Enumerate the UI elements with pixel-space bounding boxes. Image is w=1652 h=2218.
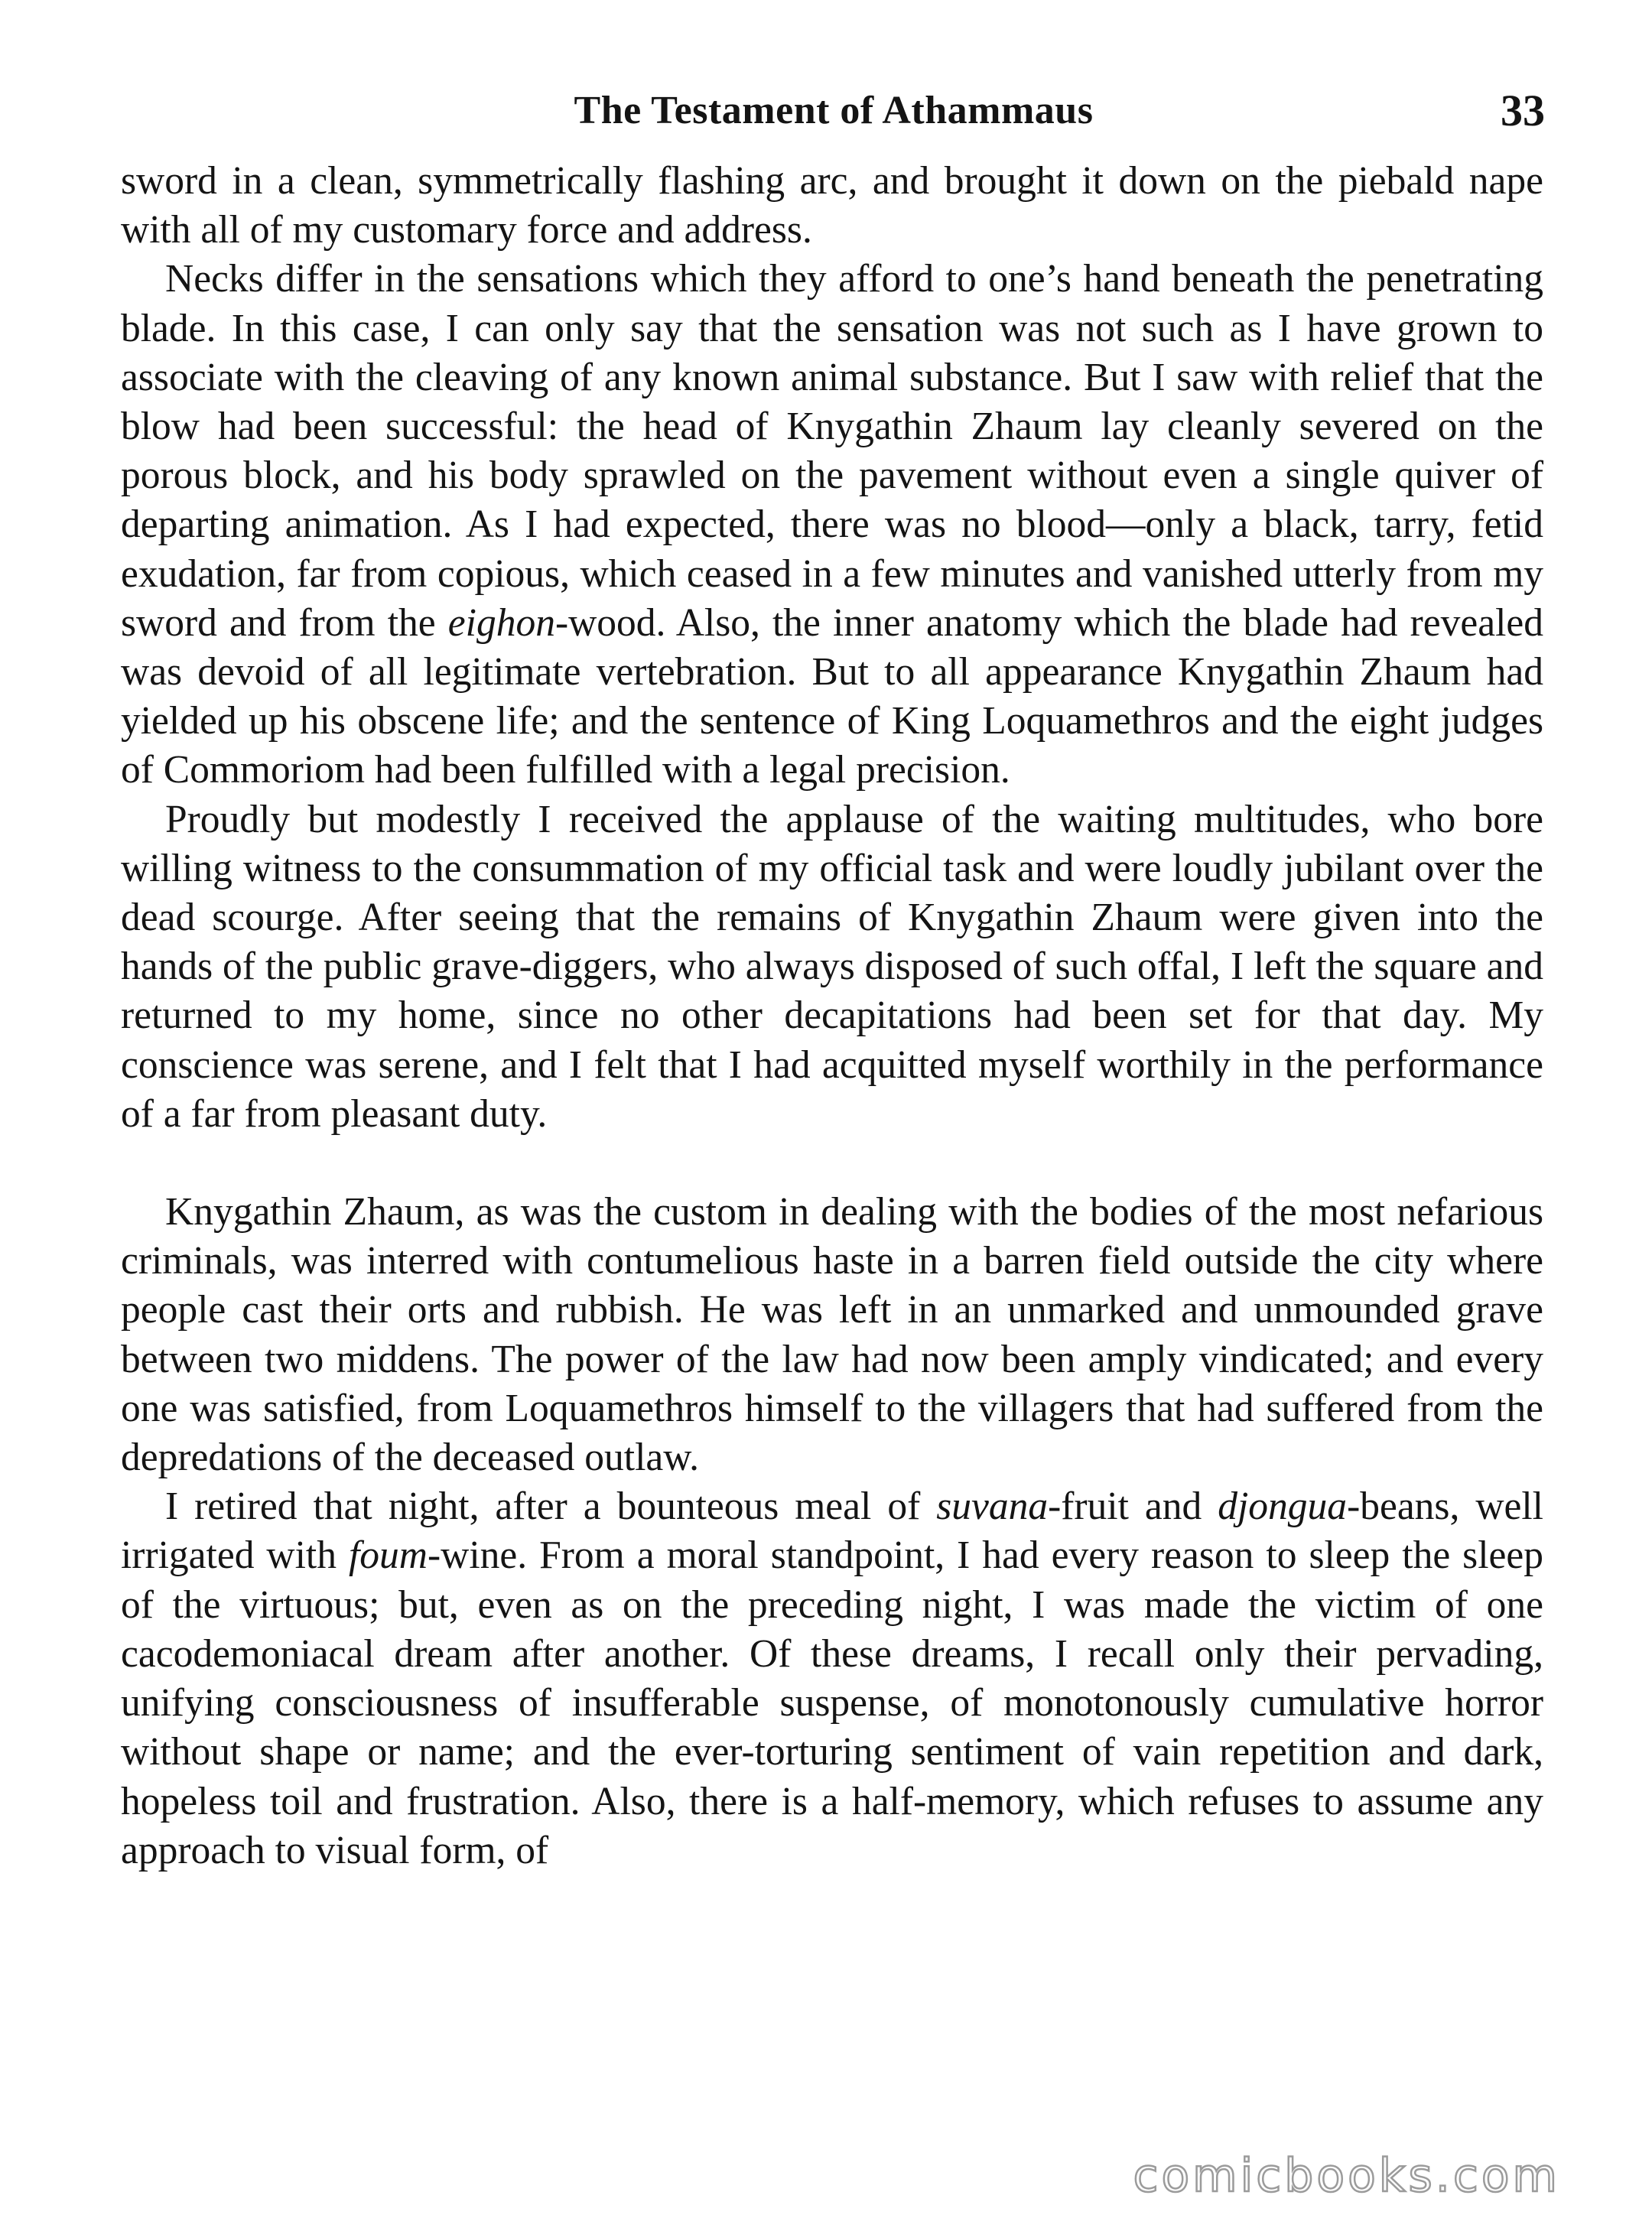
text-run: -fruit and [1048,1485,1218,1529]
running-title: The Testament of Athammaus [574,89,1094,132]
text-run: I retired that night, after a bounteous meal of [165,1485,937,1529]
paragraph [121,795,1543,1139]
text-run: -wine. From a moral standpoint, I had every reason to sleep the sleep of the virtuous; but, even as on the preceding night, I was made the victim of one cacodemoniacal dream after another. Of these dreams, I recall only their pervading, unifying consciousness of insufferable suspense, of monotonously cumulative horror without shape or name; and the ever-torturing sentiment of vain repetition and dark, hopeless toil and frustration. Also, there is a half-memory, which refuses to assume any approach to visual form, of [121,1533,1544,1872]
italic-term: eighon [447,600,555,645]
text-run: Proudly but modestly I received the applause of the waiting multitudes, who bore willing witness to the consummation of my official task and were loudly jubilant over the dead scourge. After seeing that the remains of Knygathin Zhaum were given into the hands of the public grave-diggers, who always disposed of such offal, I left the square and returned to my home, since no other decapitations had been set for that day. My conscience was serene, and I felt that I had acquitted myself worthily in the performance of a far from pleasant duty. [121,797,1543,1136]
text-run: Necks differ in the sensations which they afford to one’s hand beneath the penetrating blade. In this case, I can only say that the sensation was not such as I have grown to associate with the cleaving of any known animal substance. But I saw with relief that the blow had been successful: the head of Knygathin Zhaum lay cleanly severed on the porous block, and his body sprawled on the pavement without even a single quiver of departing animation. As I had expected, there was no blood—only a black, tarry, fetid exudation, far from copious, which ceased in a few minutes and vanished utterly from my sword and from the [121,257,1543,645]
text-run: Knygathin Zhaum, as was the custom in dealing with the bodies of the most nefarious criminals, was interred with contumelious haste in a barren field outside the city where people cast their orts and rubbish. He was left in an unmarked and unmounded grave between two middens. The power of the law had now been amply vindicated; and every one was satisfied, from Loquamethros himself to the villagers that had suffered from the depredations of the deceased outlaw. [121,1190,1543,1480]
watermark-logo: comicbooks.com [1133,2149,1560,2203]
text-run: -wood. Also, the inner anatomy which the blade had revealed was devoid of all legitimate vertebration. But to all appearance Knygathin Zhaum had yielded up his obscene life; and the sentence of King Loquamethros and the eight judges of Commoriom had been fulfilled with a legal precision. [121,600,1543,792]
paragraph [121,255,1543,795]
paragraph [121,157,1543,255]
page-header [122,76,1545,145]
italic-term: suvana [936,1485,1049,1529]
text-run: sword in a clean, symmetrically flashing arc, and brought it down on the piebald nape with all of my customary force and address. [121,159,1543,252]
italic-term: djongua [1218,1485,1348,1529]
paragraph [121,1482,1543,1875]
paragraph [121,1188,1543,1482]
text-run: -beans, well irrigated with [121,1485,1543,1578]
italic-term: foum [349,1533,428,1578]
body-text [121,157,1543,1875]
page-number: 33 [1501,86,1545,135]
